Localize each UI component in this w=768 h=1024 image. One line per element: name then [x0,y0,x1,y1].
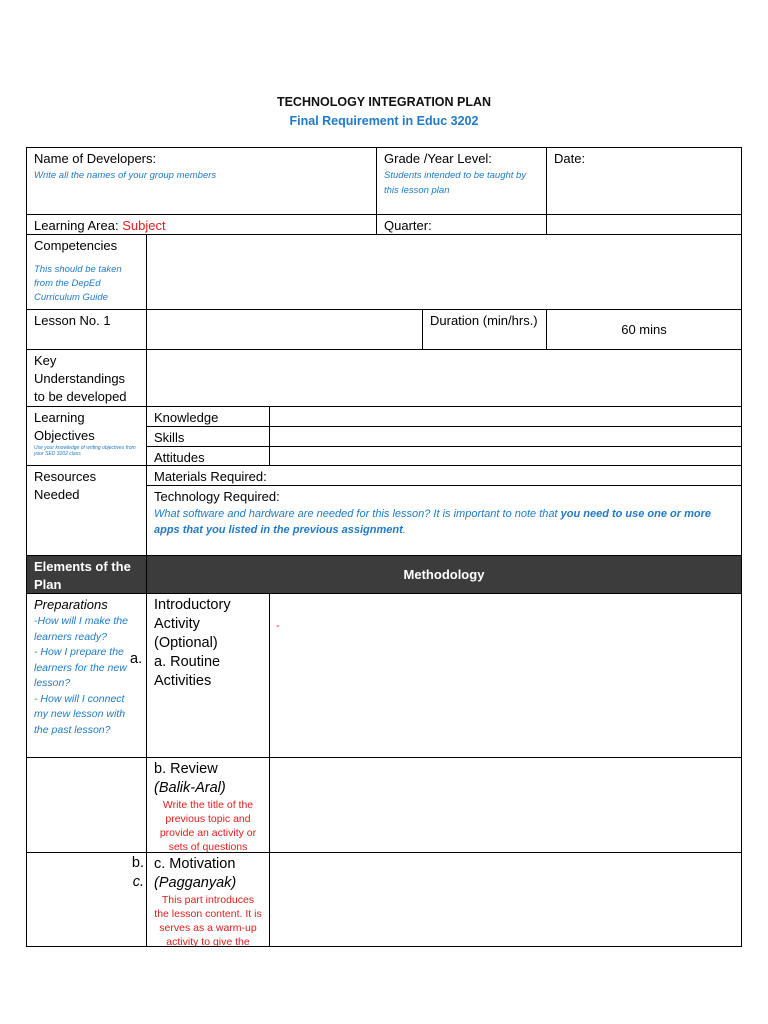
grade-cell[interactable] [376,147,547,215]
preparations-cell [26,593,147,758]
elements-header: Elements of the Plan [34,559,131,592]
preparations-q3: - How will I connect my new lesson with the past lesson? [34,692,126,736]
knowledge-value-cell[interactable] [269,406,742,427]
preparations-q2: - How I prepare the learners for the new lesson? [34,646,127,689]
introductory-activity-value-cell[interactable] [269,593,742,758]
learning-area-cell[interactable] [26,214,377,235]
key-understandings-label-cell [26,349,147,407]
resources-label-cell [26,465,147,556]
elements-header-cell [26,555,147,594]
introductory-activity-cell [146,593,270,758]
technology-label: Technology Required: [154,489,280,504]
duration-value: 60 mins [621,321,667,337]
duration-label: Duration (min/hrs.) [430,313,538,328]
duration-value-cell[interactable] [546,309,742,350]
objectives-label-cell [26,406,147,466]
knowledge-label: Knowledge [154,410,219,425]
key-understandings-value-cell[interactable] [146,349,742,407]
developers-hint: Write all the names of your group members [34,170,217,181]
list-marker-b: b. [131,855,144,871]
competencies-hint: This should be taken from the DepEd Curriculum Guide [34,264,122,303]
duration-label-cell [422,309,547,350]
technology-cell[interactable] [146,485,742,556]
document-subtitle: Final Requirement in Educ 3202 [289,114,479,128]
lesson-value-cell[interactable] [146,309,423,350]
quarter-value-cell[interactable] [546,214,742,235]
resources-label: Resources Needed [34,469,97,502]
materials-cell[interactable] [146,465,742,486]
review-label-cell [146,757,270,853]
objectives-hint: Use your knowledge of writing objectives from your SED 3202 class [34,445,136,457]
developers-label: Name of Developers: [34,151,157,166]
grade-label: Grade /Year Level: [384,151,492,166]
competencies-value-cell[interactable] [146,234,742,310]
technology-hint-plain: What software and hardware are needed for this lesson? It is important to note that [154,508,561,520]
technology-hint-end: . [402,524,406,536]
objectives-label: Learning Objectives [34,410,95,443]
technology-hint [154,506,734,538]
skills-value-cell[interactable] [269,426,742,447]
learning-area-label: Learning Area: [34,218,119,233]
motivation-value-cell[interactable] [269,852,742,947]
motivation-label-cell [146,852,270,947]
quarter-cell[interactable] [376,214,547,235]
list-marker-c: c. [132,874,144,890]
attitudes-label: Attitudes [154,450,205,465]
list-marker-a: a. [130,651,143,667]
review-empty-cell [26,757,147,853]
introductory-activity-title: Introductory Activity (Optional) [154,597,231,651]
methodology-header: Methodology [403,566,485,582]
knowledge-label-cell [146,406,270,427]
methodology-header-cell [146,555,742,594]
technology-hint-bold: you need to use one or more apps that you listed in the previous assignment [154,508,711,536]
materials-label: Materials Required: [154,469,267,484]
quarter-label: Quarter: [384,218,432,233]
developers-cell[interactable] [26,147,377,215]
attitudes-value-cell[interactable] [269,446,742,466]
preparations-label: Preparations [34,597,108,612]
document-title: TECHNOLOGY INTEGRATION PLAN [276,95,492,109]
review-value-cell[interactable] [269,757,742,853]
key-understandings-label: Key Understandings to be developed [34,353,127,404]
red-dash-mark: - [276,620,280,632]
review-hint: Write the title of the previous topic and provide an activity or sets of questions [159,799,257,853]
motivation-subtitle: (Pagganyak) [154,875,237,891]
preparations-q1: -How will I make the learners ready? [34,615,128,643]
skills-label-cell [146,426,270,447]
learning-area-value: Subject [122,218,166,233]
grade-hint: Students intended to be taught by this lesson plan [384,170,527,196]
date-cell[interactable] [546,147,742,215]
attitudes-label-cell [146,446,270,466]
lesson-label-cell [26,309,147,350]
routine-activities: a. Routine Activities [154,654,221,689]
competencies-label-cell [26,234,147,310]
motivation-empty-cell [26,852,147,947]
competencies-label: Competencies [34,238,118,253]
motivation-title: c. Motivation [154,856,236,872]
motivation-hint: This part introduces the lesson content. It is serves as a warm-up activity to give the [154,894,262,947]
lesson-label: Lesson No. 1 [34,313,111,328]
date-label: Date: [554,151,586,166]
review-title: b. Review [154,761,218,777]
review-subtitle: (Balik-Aral) [154,780,226,796]
skills-label: Skills [154,430,185,445]
